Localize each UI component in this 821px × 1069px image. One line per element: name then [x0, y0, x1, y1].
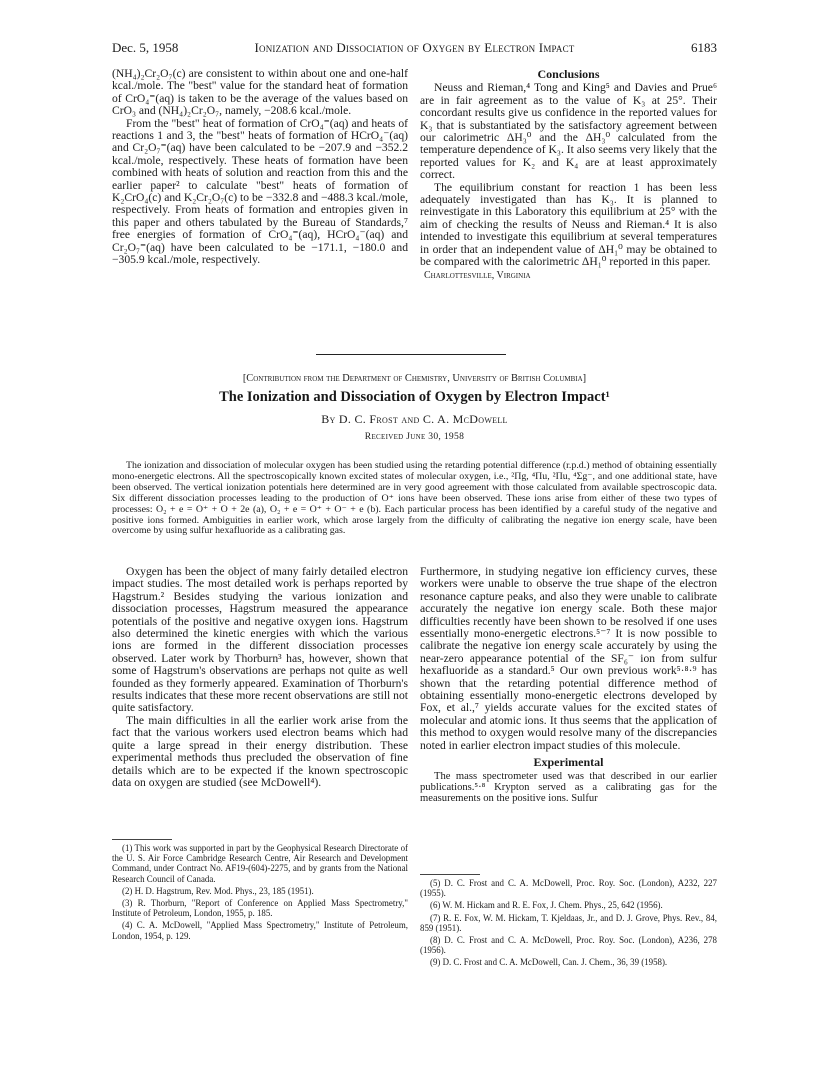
article-left-column	[112, 566, 408, 789]
abstract-text: The ionization and dissociation of molecular oxygen has been studied using the retarding potential difference (r.p.d.) method of obtaining essentially mono-energetic electrons. All the spectroscopically known excited states of molecular oxygen, i.e., ²Πg, ⁴Πu, ²Πu, ⁴Σg⁻, and one additional state, have been observed. The vertical ionization potentials here determined are in very good agreement with those calculated from available spectroscopic data. Six different dissociation processes leading to the production of O⁺ ions have been observed. These ions arise from either of these two types of processes: O₂ + e = O⁺ + O + 2e (a), O₂ + e = O⁺ + O⁻ + e (b). Each particular process has been identified by a careful study of the negative and positive ions formed. Ambiguities in earlier work, which arose largely from the difficulty of calibrating the negative ion energy scale, have been overcome by using sulfur hexafluoride as a calibrating gas.	[112, 460, 717, 537]
article-divider	[316, 354, 506, 355]
header-running-title: Ionization and Dissociation of Oxygen by Electron Impact	[254, 40, 575, 55]
header-date: Dec. 5, 1958	[112, 40, 179, 55]
prev-article-paragraph: (NH₄)₂Cr₂O₇(c) are consistent to within about one and one-half kcal./mole. The "best" value for the standard heat of formation of CrO₄⁼(aq) is taken to be the average of the values based on CrO₃ and (NH₄)₂Cr₂O₇, namely, −208.6 kcal./mole.	[112, 67, 408, 118]
footnote: (6) W. M. Hickam and R. E. Fox, J. Chem. Phys., 25, 642 (1956).	[430, 900, 663, 911]
footnote: (4) C. A. McDowell, "Applied Mass Spectrometry," Institute of Petroleum, London, 1954, p. 129.	[112, 920, 408, 941]
abstract	[112, 461, 717, 537]
prev-article-paragraph: From the "best" heat of formation of CrO₄⁼(aq) and heats of reactions 1 and 3, the "best" heats of formation of HCrO₄⁻(aq) and Cr₂O₇⁼(aq) have been calculated to be −207.9 and −352.2 kcal./mole, respectively. These heats of formation have been combined with heats of solution and reaction from this and the earlier paper² to calculate "best" heats of formation of K₂CrO₄(c) and K₂Cr₂O₇(c) to be −332.8 and −488.3 kcal./mole, respectively. From heats of formation and entropies given in this paper and others tabulated by the Bureau of Standards,⁷ free energies of formation of CrO₄⁼(aq), HCrO₄⁻(aq) and Cr₂O₇⁼(aq) have been calculated to be −171.1, −180.0 and −305.9 kcal./mole, respectively.	[112, 116, 409, 267]
conclusions-paragraph: Neuss and Rieman,⁴ Tong and King⁵ and Davies and Prue⁶ are in fair agreement as to the value of K₃ at 25°. Their concordant results give us confidence in the reported values for K₃ that is substantiated by the satisfactory agreement between our calorimetric ΔH₃⁰ and the ΔH₃⁰ calculated from the temperature dependence of K₃. It also seems very likely that the reported values for K₂ and K₄ are at least approximately correct.	[420, 81, 717, 182]
experimental-heading: Experimental	[533, 755, 604, 770]
conclusions-heading: Conclusions	[537, 67, 600, 81]
footnote: (8) D. C. Frost and C. A. McDowell, Proc. Roy. Soc. (London), A236, 278 (1956).	[420, 935, 717, 956]
footnote: (5) D. C. Frost and C. A. McDowell, Proc. Roy. Soc. (London), A232, 227 (1955).	[420, 878, 717, 899]
contribution-line: [Contribution from the Department of Chemistry, University of British Columbia]	[242, 373, 587, 384]
article-authors: By D. C. Frost and C. A. McDowell	[321, 412, 508, 426]
body-paragraph: The main difficulties in all the earlier work arise from the fact that the various workers used electron beams which had quite a large spread in their energy distribution. These experimental methods thus precluded the observation of fine details which are to be expected if the known spectroscopic data on oxygen are studied (see McDowell⁴).	[112, 713, 408, 789]
footnote-rule	[420, 874, 480, 875]
author-location: Charlottesville, Virginia	[424, 269, 531, 281]
page-number: 6183	[691, 40, 717, 55]
received-date: Received June 30, 1958	[364, 431, 465, 442]
footnotes-left	[112, 843, 408, 943]
experimental-paragraph: The mass spectrometer used was that described in our earlier publications.⁵·⁸ Krypton served as a calibrating gas for the measurements on the positive ions. Sulfur	[420, 770, 717, 804]
prev-article-right-column	[420, 68, 717, 282]
article-right-column	[420, 566, 717, 804]
footnotes-right	[420, 878, 717, 970]
body-paragraph: Furthermore, in studying negative ion efficiency curves, these workers were unable to observe the true shape of the electron resonance capture peaks, and also they were unable to calibrate accurately the negative ion energy scale. Both these major difficulties recently have been shown to be resolved if one uses essentially mono-energetic electrons.⁵⁻⁷ It is now possible to calibrate the negative ion energy scale accurately by using the near-zero appearance potential of the SF₆⁻ ion from sulfur hexafluoride as a standard.⁵ Our own previous work⁵·⁸·⁹ has shown that the retarding potential difference method of obtaining essentially mono-energetic electrons developed by Fox, et al.,⁷ yields accurate values for the excited states of molecular and atomic ions. It thus seems that the application of this method to oxygen would resolve many of the discrepancies noted in earlier electron impact studies of this molecule.	[420, 565, 717, 752]
body-paragraph: Oxygen has been the object of many fairly detailed electron impact studies. The most detailed work is perhaps reported by Hagstrum.² Besides studying the various ionization and dissociation processes, Hagstrum measured the appearance potentials of the positive and negative oxygen ions. Hagstrum also determined the kinetic energies with which the various ions are formed in the different dissociation processes observed. Later work by Thorburn³ has, however, shown that some of Hagstrum's observations are perhaps not quite as well founded as they formerly appeared. Examination of Thorburn's results indicates that these more recent observations are still not quite satisfactory.	[112, 565, 408, 715]
prev-article-left-column	[112, 68, 408, 267]
footnote: (7) R. E. Fox, W. M. Hickam, T. Kjeldaas, Jr., and D. J. Grove, Phys. Rev., 84, 859 (1951).	[420, 912, 717, 933]
footnote: (9) D. C. Frost and C. A. McDowell, Can. J. Chem., 36, 39 (1958).	[430, 957, 668, 968]
footnote: (1) This work was supported in part by the Geophysical Research Directorate of the U. S. Air Force Cambridge Research Centre, Air Research and Development Command, under Contract No. AF19-(604)-2275, and by grants from the National Research Council of Canada.	[112, 843, 408, 884]
running-header	[112, 40, 717, 58]
article-title: The Ionization and Dissociation of Oxygen by Electron Impact¹	[219, 389, 610, 405]
footnote: (3) R. Thorburn, "Report of Conference on Applied Mass Spectrometry," Institute of Petroleum, London, 1955, p. 185.	[112, 898, 408, 919]
footnote-rule	[112, 839, 172, 840]
conclusions-paragraph: The equilibrium constant for reaction 1 has been less adequately investigated than has K₃. It is planned to reinvestigate in this Laboratory this equilibrium at 25° with the aim of checking the results of Neuss and Rieman.⁴ It is also intended to investigate this equilibrium at several temperatures in order that an independent value of ΔH₁⁰ may be obtained to be compared with the calorimetric ΔH₁⁰ reported in this paper.	[420, 180, 717, 269]
footnote: (2) H. D. Hagstrum, Rev. Mod. Phys., 23, 185 (1951).	[122, 885, 314, 896]
